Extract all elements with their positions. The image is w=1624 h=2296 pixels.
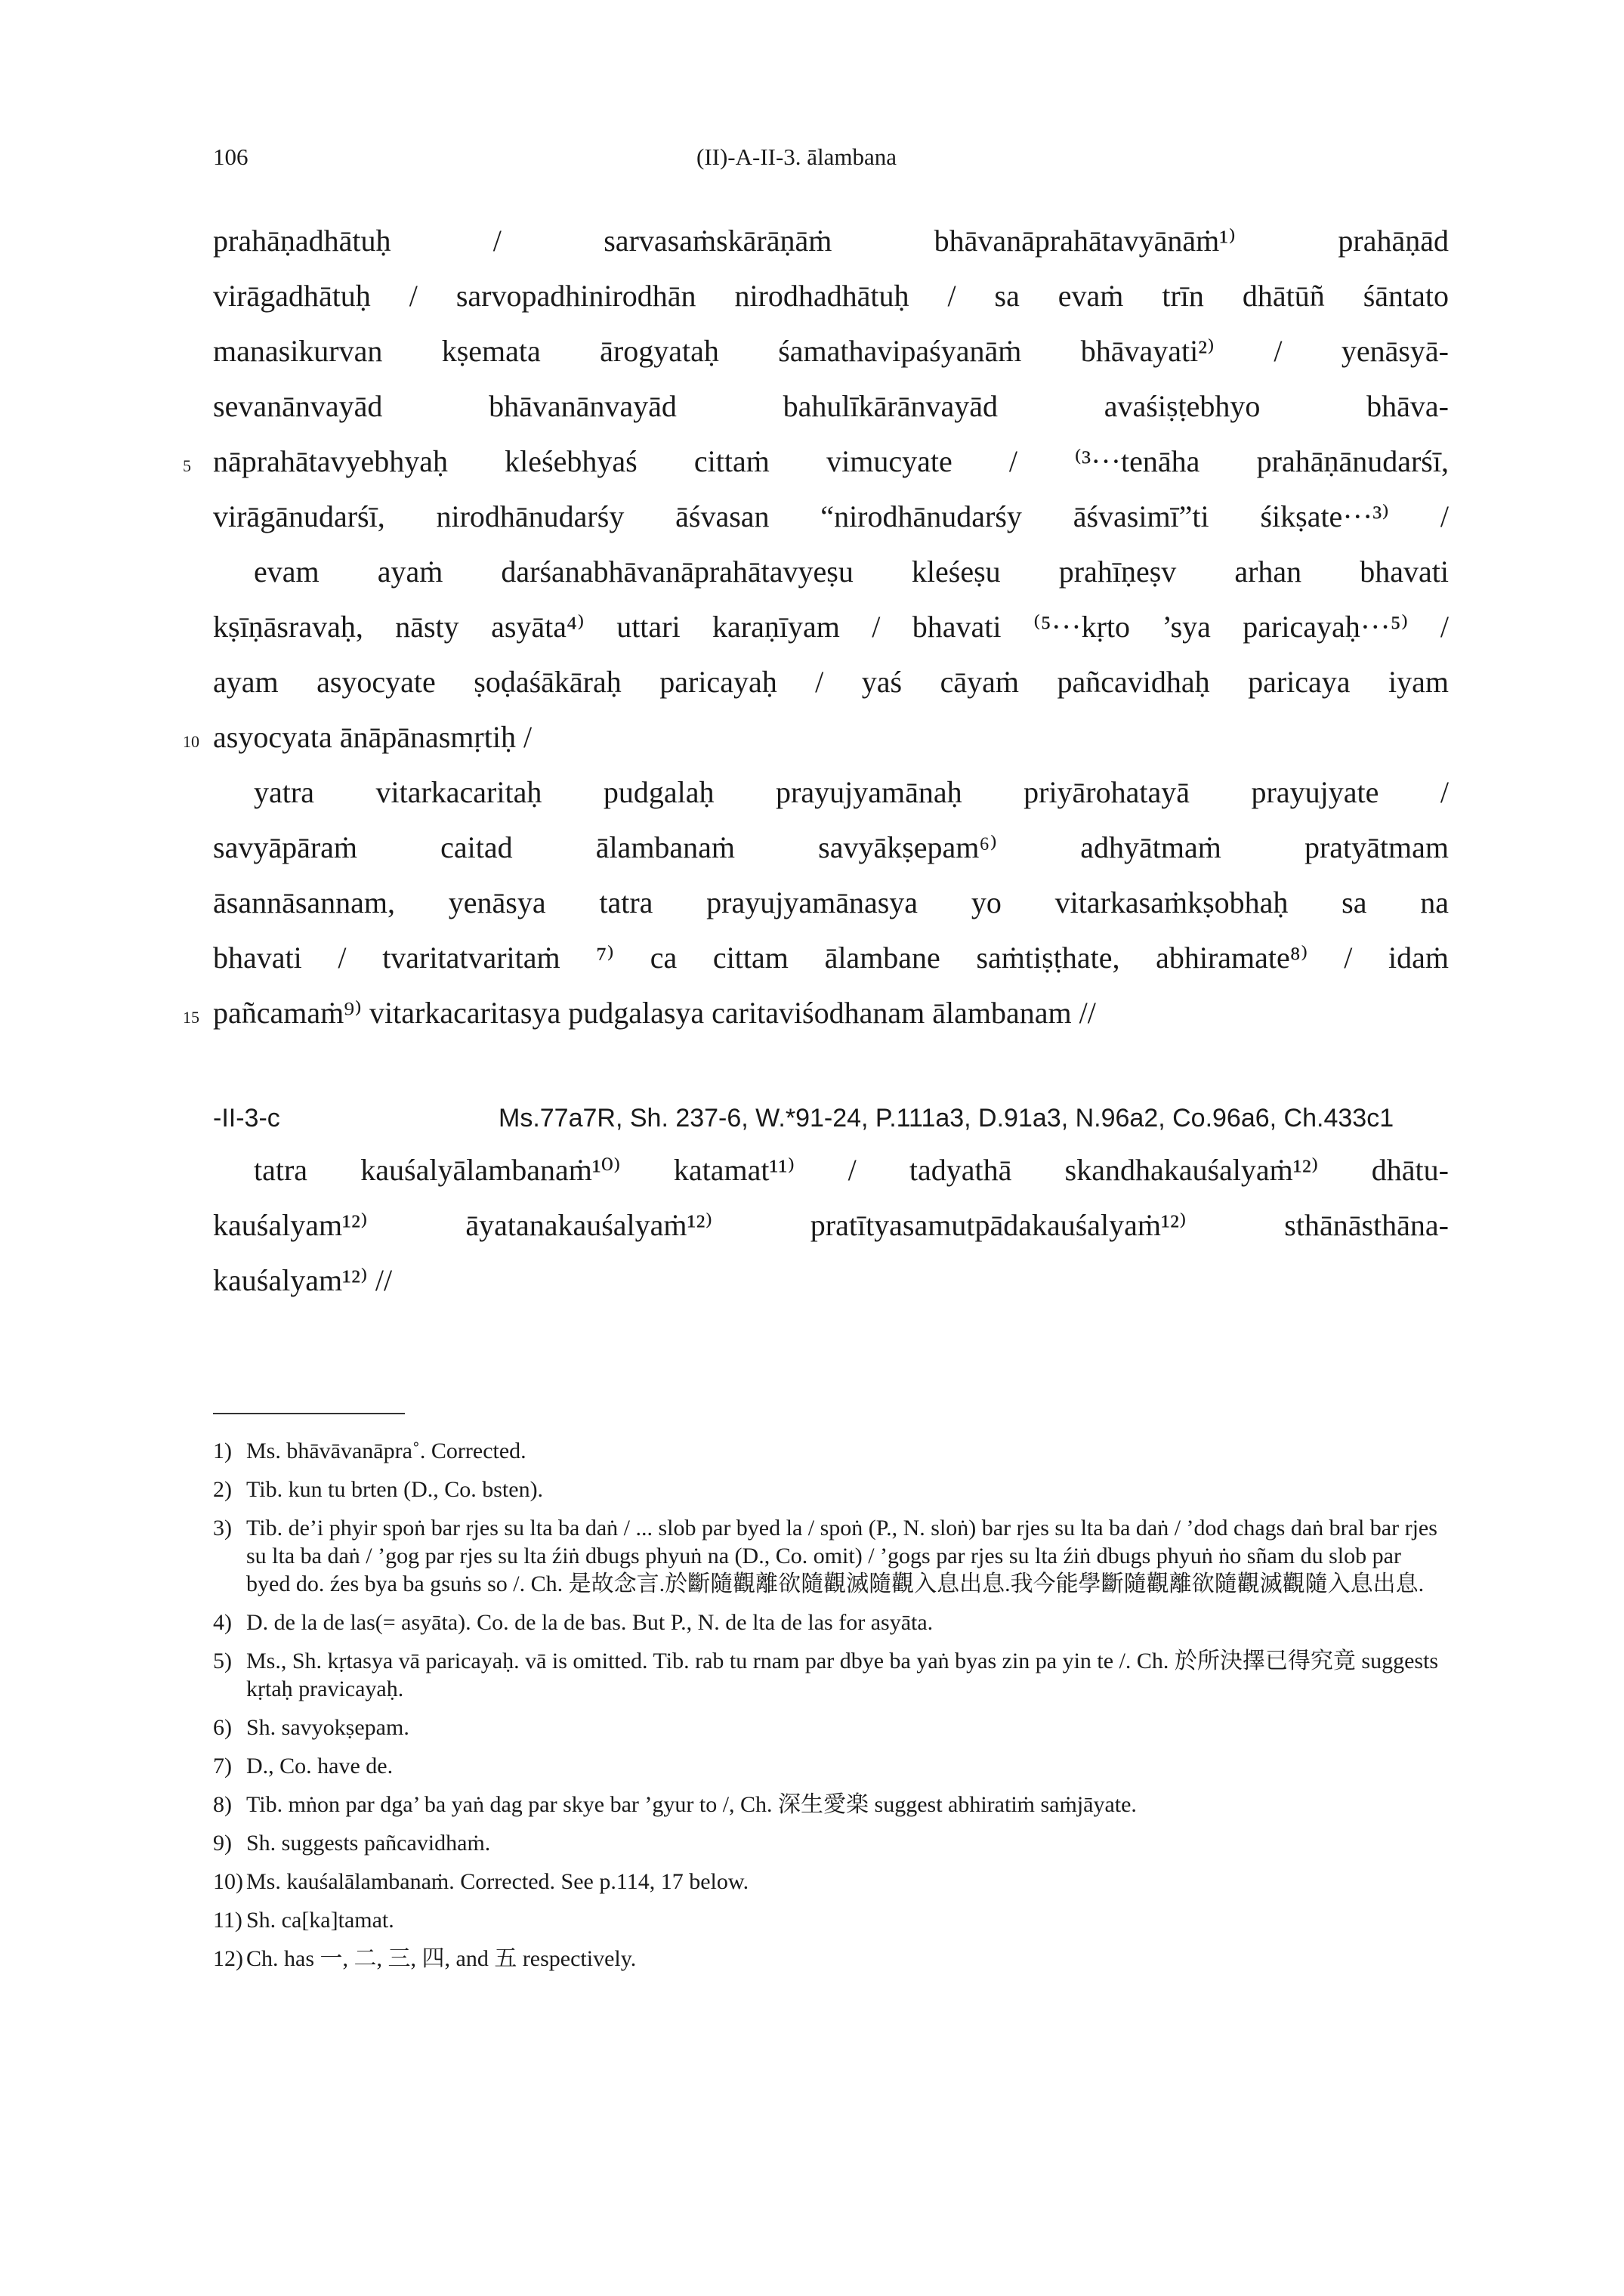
text-line <box>213 930 1449 985</box>
text-line <box>213 379 1449 434</box>
footnote-text: Sh. suggests pañcavidhaṁ. <box>246 1831 491 1856</box>
running-head: (II)-A-II-3. ālambana <box>696 144 897 170</box>
text-line-content: nāprahātavyebhyaḥ kleśebhyaś cittaṁ vimucyate / ⁽³···tenāha prahāṇānudarśī, <box>213 444 1449 478</box>
text-line-content: prahāṇadhātuḥ / sarvasaṁskārāṇāṁ bhāvanāprahātavyānāṁ¹⁾ prahāṇād <box>213 224 1449 258</box>
footnote-text: Ch. has 一, 二, 三, 四, and 五 respectively. <box>246 1946 637 1971</box>
footnote-number: 11) <box>213 1908 242 1933</box>
footnote-text: Sh. ca[ka]tamat. <box>246 1908 394 1933</box>
footnote-text: D. de la de las(= asyāta). Co. de la de bas. But P., N. de lta de las for asyāta. <box>246 1610 934 1635</box>
text-line-content: manasikurvan kṣemata ārogyataḥ śamathavipaśyanāṁ bhāvayati²⁾ / yenāsyā- <box>213 334 1449 368</box>
footnote-text: Ms. bhāvāvanāpra˚. Corrected. <box>246 1438 526 1463</box>
section-heading <box>213 1094 1449 1142</box>
text-line <box>213 875 1449 930</box>
line-number: 15 <box>183 1008 199 1027</box>
section-text <box>213 1142 1449 1308</box>
footnote-number: 12) <box>213 1946 243 1971</box>
text-line <box>213 654 1449 709</box>
footnote-number: 2) <box>213 1477 232 1502</box>
footnote <box>213 1608 1449 1636</box>
text-line <box>183 434 1449 489</box>
page-number: 106 <box>213 144 249 170</box>
text-line <box>213 820 1449 875</box>
footnote-text: Sh. savyokṣepam. <box>246 1715 409 1740</box>
footnote <box>213 1829 1449 1857</box>
footnote-number: 9) <box>213 1831 232 1856</box>
text-line-content: yatra vitarkacaritaḥ pudgalaḥ prayujyamānaḥ priyārohatayā prayujyate / <box>254 775 1449 809</box>
text-line <box>213 268 1449 323</box>
section-text-line: tatra kauśalyālambanaṁ¹⁰⁾ katamat¹¹⁾ / tadyathā skandhakauśalyaṁ¹²⁾ dhātu- <box>254 1153 1449 1187</box>
footnote <box>213 1514 1449 1598</box>
footnote-text: Ms., Sh. kṛtasya vā paricayaḥ. vā is omitted. Tib. rab tu rnam par dbye ba yaṅ byas zin pa yin te /. Ch. 於所決擇已得究竟 suggests kṛtaḥ pravicayaḥ. <box>246 1649 1439 1701</box>
line-number: 10 <box>183 732 199 751</box>
line-number: 5 <box>183 456 191 475</box>
footnote-text: Tib. mṅon par dga’ ba yaṅ dag par skye bar ’gyur to /, Ch. 深生愛楽 suggest abhiratiṁ saṁjāyate. <box>246 1792 1137 1817</box>
footnote-number: 7) <box>213 1754 232 1778</box>
footnote-number: 3) <box>213 1516 232 1540</box>
text-line <box>213 765 1449 820</box>
section-id: -II-3-c <box>213 1104 280 1133</box>
text-line-content: virāgadhātuḥ / sarvopadhinirodhān nirodhadhātuḥ / sa evaṁ trīn dhātūñ śāntato <box>213 279 1449 313</box>
footnote <box>213 1437 1449 1465</box>
footnote <box>213 1868 1449 1896</box>
text-line-content: āsannāsannam, yenāsya tatra prayujyamānasya yo vitarkasaṁkṣobhaḥ sa na <box>213 885 1449 919</box>
text-line-content: bhavati / tvaritatvaritaṁ ⁷⁾ ca cittam ālambane saṁtiṣṭhate, abhiramate⁸⁾ / idaṁ <box>213 941 1449 975</box>
footnote-number: 6) <box>213 1715 232 1740</box>
section-text-line: kauśalyam¹²⁾ // <box>213 1263 393 1297</box>
section-text-line: kauśalyam¹²⁾ āyatanakauśalyaṁ¹²⁾ pratītyasamutpādakauśalyaṁ¹²⁾ sthānāsthāna- <box>213 1208 1449 1242</box>
footnote-rule <box>213 1413 405 1414</box>
text-line <box>213 489 1449 544</box>
text-line <box>213 544 1449 599</box>
footnote <box>213 1945 1449 1973</box>
text-line-content: sevanānvayād bhāvanānvayād bahulīkārānvayād avaśiṣṭebhyo bhāva- <box>213 389 1449 423</box>
text-line-content: virāgānudarśī, nirodhānudarśy āśvasan “nirodhānudarśy āśvasimī”ti śikṣate···³⁾ / <box>213 499 1449 533</box>
text-line-content: pañcamaṁ⁹⁾ vitarkacaritasya pudgalasya caritaviśodhanam ālambanam // <box>213 996 1096 1030</box>
footnotes <box>213 1437 1449 1983</box>
footnote <box>213 1791 1449 1819</box>
footnote <box>213 1647 1449 1703</box>
text-line-content: savyāpāraṁ caitad ālambanaṁ savyākṣepam⁶⁾ adhyātmaṁ pratyātmam <box>213 830 1449 864</box>
text-line <box>213 213 1449 268</box>
footnote-text: Ms. kauśalālambanaṁ. Corrected. See p.114, 17 below. <box>246 1869 749 1894</box>
footnote-number: 1) <box>213 1438 232 1463</box>
footnote <box>213 1906 1449 1934</box>
footnote <box>213 1752 1449 1780</box>
text-line <box>183 709 1449 765</box>
section-references: Ms.77a7R, Sh. 237-6, W.*91-24, P.111a3, D.91a3, N.96a2, Co.96a6, Ch.433c1 <box>499 1104 1394 1133</box>
text-line-content: ayam asyocyate ṣoḍaśākāraḥ paricayaḥ / yaś cāyaṁ pañcavidhaḥ paricaya iyam <box>213 665 1449 699</box>
footnote-number: 4) <box>213 1610 232 1635</box>
text-line-content: asyocyata ānāpānasmṛtiḥ / <box>213 720 533 754</box>
text-line <box>213 323 1449 379</box>
text-line <box>213 599 1449 654</box>
text-line-content: kṣīṇāsravaḥ, nāsty asyāta⁴⁾ uttari karaṇīyam / bhavati ⁽⁵···kṛto ’sya paricayaḥ···⁵⁾ / <box>213 610 1449 644</box>
main-text <box>183 213 1449 1040</box>
footnote-number: 5) <box>213 1649 232 1673</box>
footnote-number: 8) <box>213 1792 232 1817</box>
text-line <box>183 985 1449 1040</box>
footnote-text: Tib. de’i phyir spoṅ bar rjes su lta ba daṅ / ... slob par byed la / spoṅ (P., N. sloṅ) bar rjes su lta ba daṅ / ’dod chags daṅ bral bar rjes su lta ba daṅ / ’gog par rjes su lta źiṅ dbugs phyuṅ na (D., Co. omit) / ’gogs par rjes su lta źiṅ dbugs phyuṅ ṅo sñam du slob par byed do. źes bya ba gsuṅs so /. Ch. 是故念言.於斷隨觀離欲隨觀滅隨觀入息出息.我今能學斷隨觀離欲隨觀滅觀隨入息出息. <box>246 1516 1437 1596</box>
footnote <box>213 1714 1449 1741</box>
footnote-number: 10) <box>213 1869 243 1894</box>
footnote <box>213 1476 1449 1503</box>
footnote-text: Tib. kun tu brten (D., Co. bsten). <box>246 1477 544 1502</box>
footnote-text: D., Co. have de. <box>246 1754 394 1778</box>
text-line-content: evam ayaṁ darśanabhāvanāprahātavyeṣu kleśeṣu prahīṇeṣv arhan bhavati <box>254 555 1449 589</box>
section-block <box>213 1094 1449 1308</box>
